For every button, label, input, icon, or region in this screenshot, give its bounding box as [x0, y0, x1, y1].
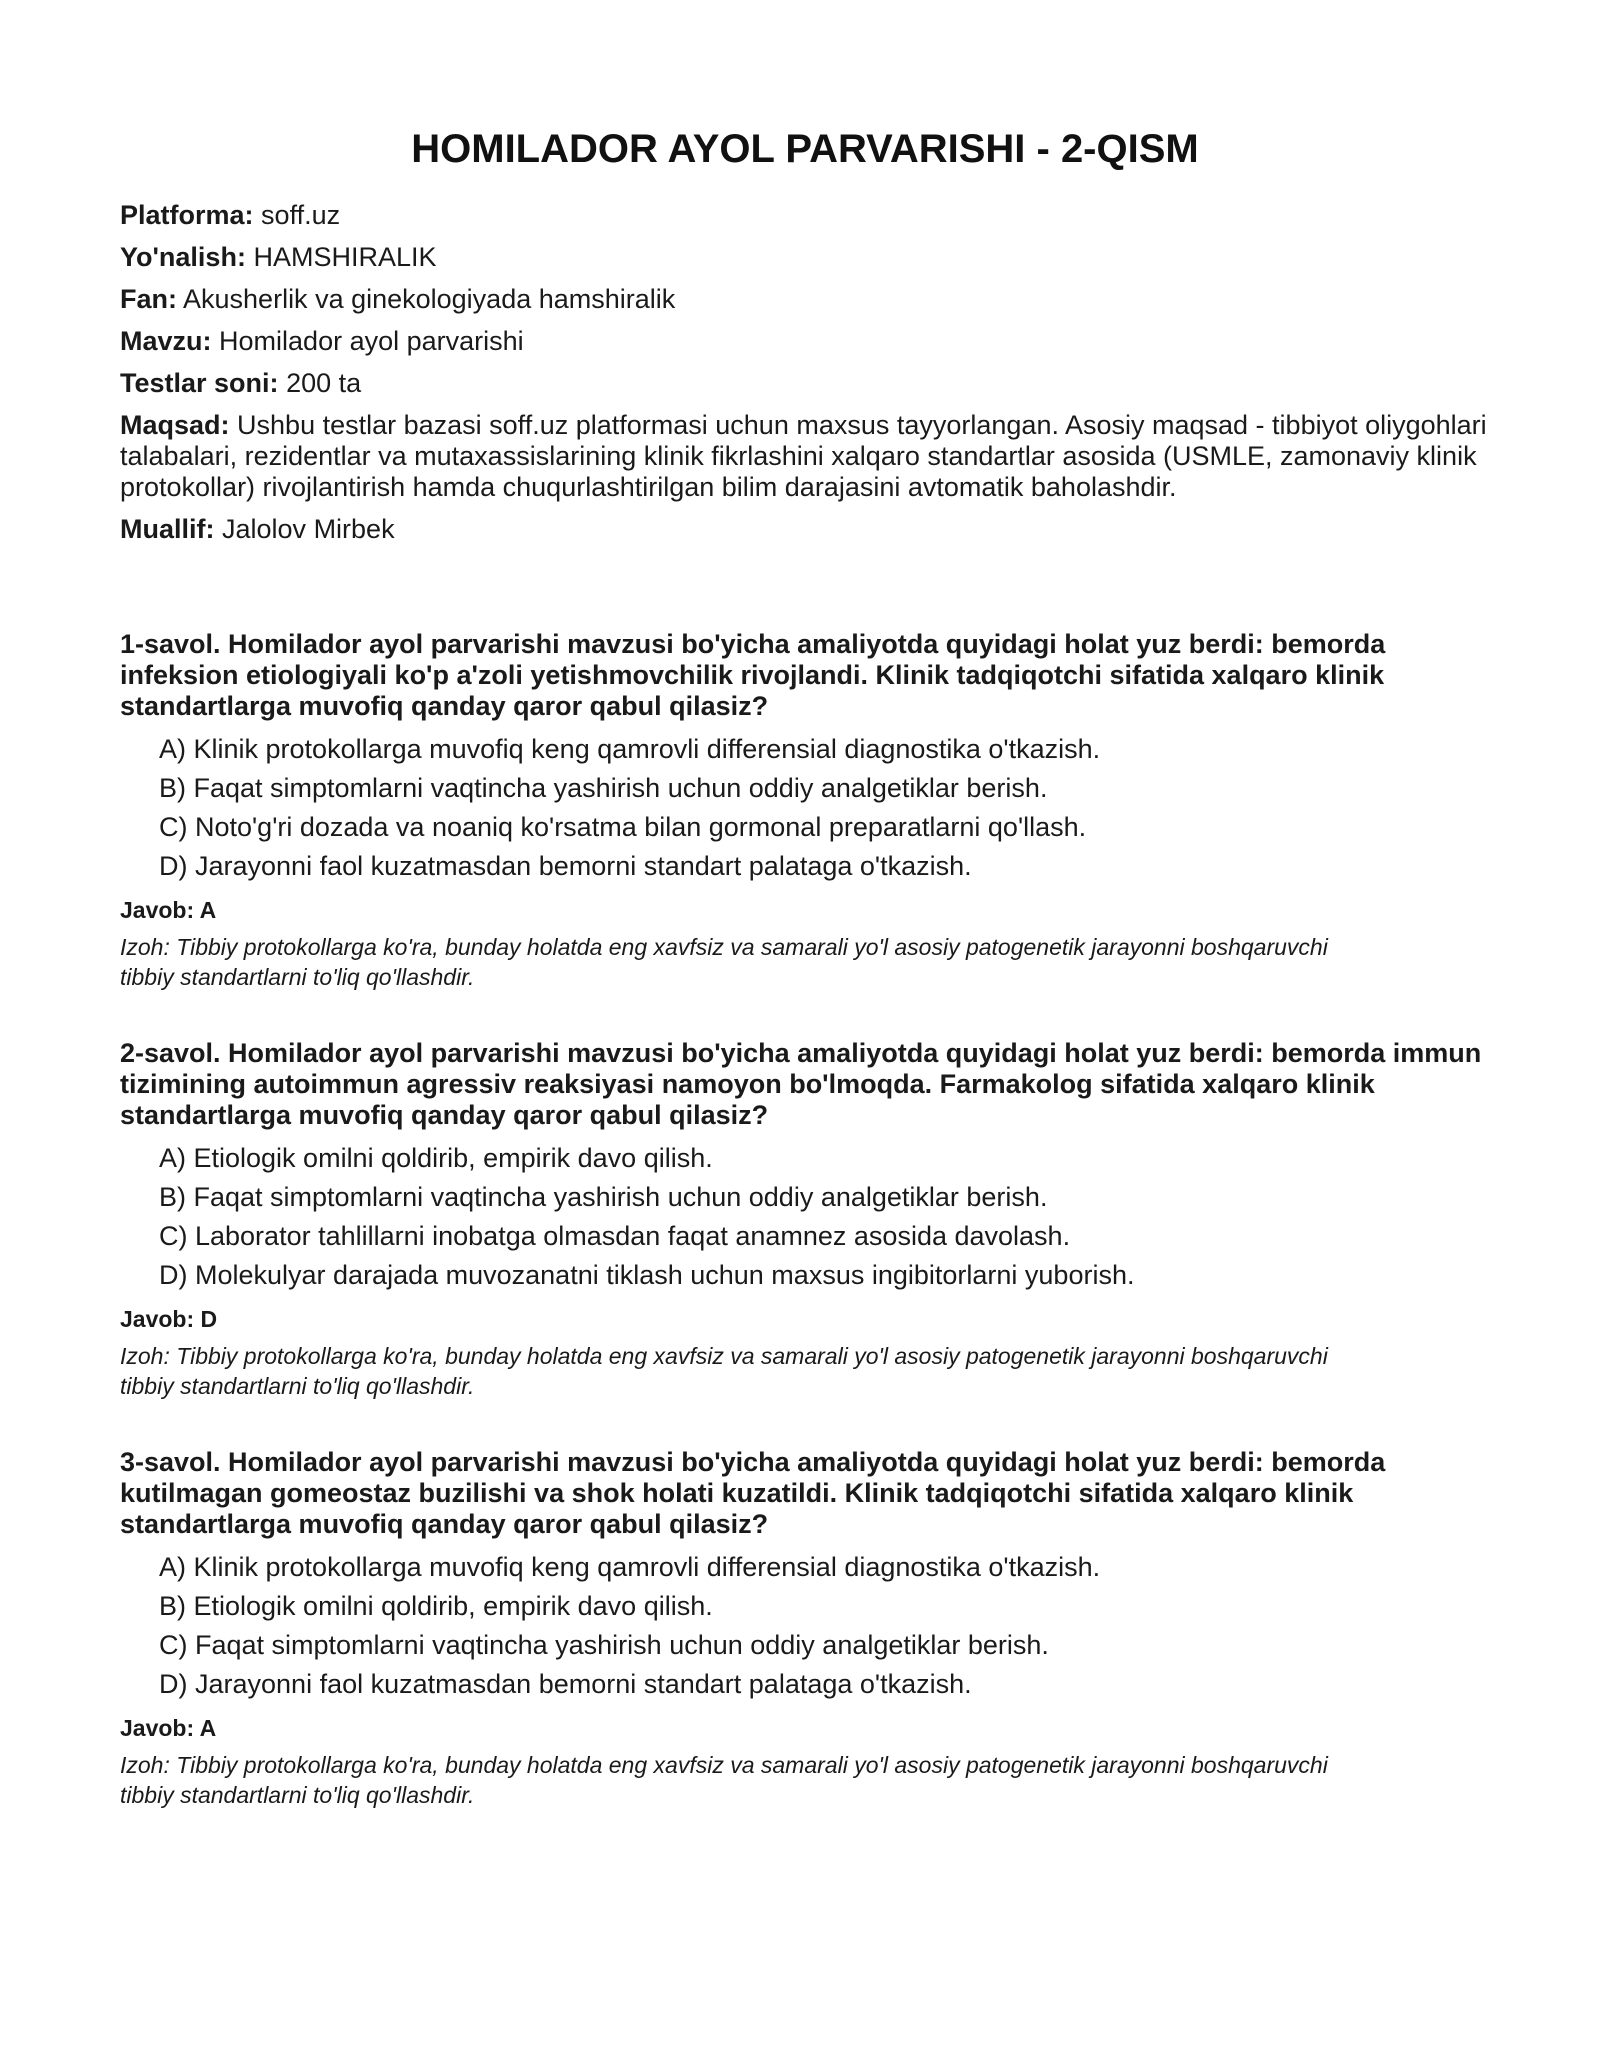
- document-title: HOMILADOR AYOL PARVARISHI - 2-QISM: [411, 127, 1199, 171]
- meta-platform-value: soff.uz: [261, 200, 341, 230]
- meta-author-key: Muallif:: [120, 514, 215, 544]
- answer-option-a: A) Etiologik omilni qoldirib, empirik davo qilish.: [159, 1143, 713, 1173]
- question-3: [120, 1447, 1490, 1810]
- meta-test-count-value: 200 ta: [286, 368, 362, 398]
- document-metadata: [120, 200, 1490, 545]
- answer-option-b: B) Faqat simptomlarni vaqtincha yashirish uchun oddiy analgetiklar berish.: [159, 1182, 1048, 1212]
- meta-topic: [120, 326, 1490, 357]
- meta-subject-key: Fan:: [120, 284, 177, 314]
- meta-subject-value: Akusherlik va ginekologiyada hamshiralik: [183, 284, 676, 314]
- meta-subject: [120, 284, 1490, 315]
- explanation-note: Izoh: Tibbiy protokollarga ko'ra, bunday holatda eng xavfsiz va samarali yo'l asosiy patogenetik jarayonni boshqaruvchi tibbiy standartlarni to'liq qo'llashdir.: [120, 934, 1328, 990]
- answer-option-d: D) Jarayonni faol kuzatmasdan bemorni standart palataga o'tkazish.: [159, 1669, 972, 1699]
- correct-answer: Javob: A: [120, 1715, 217, 1741]
- meta-platform: [120, 200, 1490, 231]
- meta-topic-value: Homilador ayol parvarishi: [219, 326, 524, 356]
- question-text: 3-savol. Homilador ayol parvarishi mavzusi bo'yicha amaliyotda quyidagi holat yuz berdi: bemorda kutilmagan gomeostaz buzilishi va shok holati kuzatildi. Klinik tadqiqotchi sifatida xalqaro klinik standartlarga muvofiq qanday qaror qabul qilasiz?: [120, 1447, 1386, 1539]
- explanation-note: Izoh: Tibbiy protokollarga ko'ra, bunday holatda eng xavfsiz va samarali yo'l asosiy patogenetik jarayonni boshqaruvchi tibbiy standartlarni to'liq qo'llashdir.: [120, 1752, 1328, 1808]
- meta-author: [120, 514, 1490, 545]
- correct-answer: Javob: D: [120, 1306, 218, 1332]
- meta-purpose: [120, 410, 1490, 503]
- meta-test-count-key: Testlar soni:: [120, 368, 279, 398]
- meta-author-value: Jalolov Mirbek: [222, 514, 395, 544]
- answer-option-c: C) Faqat simptomlarni vaqtincha yashirish uchun oddiy analgetiklar berish.: [159, 1630, 1049, 1660]
- meta-test-count: [120, 368, 1490, 399]
- meta-purpose-key: Maqsad:: [120, 410, 230, 440]
- answer-option-b: B) Faqat simptomlarni vaqtincha yashirish uchun oddiy analgetiklar berish.: [159, 773, 1048, 803]
- answer-option-c: C) Noto'g'ri dozada va noaniq ko'rsatma bilan gormonal preparatlarni qo'llash.: [159, 812, 1087, 842]
- answer-option-d: D) Molekulyar darajada muvozanatni tiklash uchun maxsus ingibitorlarni yuborish.: [159, 1260, 1135, 1290]
- answer-option-b: B) Etiologik omilni qoldirib, empirik davo qilish.: [159, 1591, 713, 1621]
- meta-topic-key: Mavzu:: [120, 326, 212, 356]
- meta-direction-value: HAMSHIRALIK: [253, 242, 437, 272]
- question-text: 2-savol. Homilador ayol parvarishi mavzusi bo'yicha amaliyotda quyidagi holat yuz berdi: bemorda immun tizimining autoimmun agressiv reaksiyasi namoyon bo'lmoqda. Farmakolog sifatida xalqaro klinik standartlarga muvofiq qanday qaror qabul qilasiz?: [120, 1038, 1482, 1130]
- question-list: [120, 629, 1490, 1810]
- explanation-note: Izoh: Tibbiy protokollarga ko'ra, bunday holatda eng xavfsiz va samarali yo'l asosiy patogenetik jarayonni boshqaruvchi tibbiy standartlarni to'liq qo'llashdir.: [120, 1343, 1328, 1399]
- answer-option-d: D) Jarayonni faol kuzatmasdan bemorni standart palataga o'tkazish.: [159, 851, 972, 881]
- answer-option-a: A) Klinik protokollarga muvofiq keng qamrovli differensial diagnostika o'tkazish.: [159, 1552, 1101, 1582]
- correct-answer: Javob: A: [120, 897, 217, 923]
- document-page: [120, 0, 1490, 1856]
- meta-direction-key: Yo'nalish:: [120, 242, 246, 272]
- meta-platform-key: Platforma:: [120, 200, 254, 230]
- question-2: [120, 1038, 1490, 1401]
- answer-option-a: A) Klinik protokollarga muvofiq keng qamrovli differensial diagnostika o'tkazish.: [159, 734, 1101, 764]
- answer-option-c: C) Laborator tahlillarni inobatga olmasdan faqat anamnez asosida davolash.: [159, 1221, 1071, 1251]
- question-text: 1-savol. Homilador ayol parvarishi mavzusi bo'yicha amaliyotda quyidagi holat yuz berdi: bemorda infeksion etiologiyali ko'p a'zoli yetishmovchilik rivojlandi. Klinik tadqiqotchi sifatida xalqaro klinik standartlarga muvofiq qanday qaror qabul qilasiz?: [120, 629, 1386, 721]
- meta-direction: [120, 242, 1490, 273]
- meta-purpose-value: Ushbu testlar bazasi soff.uz platformasi uchun maxsus tayyorlangan. Asosiy maqsad - tibbiyot oliygohlari talabalari, rezidentlar va mutaxassislarining klinik fikrlashini xalqaro standartlar asosida (USMLE, zamonaviy klinik protokollar) rivojlantirish hamda chuqurlashtirilgan bilim darajasini avtomatik baholashdir.: [120, 410, 1487, 502]
- question-1: [120, 629, 1490, 992]
